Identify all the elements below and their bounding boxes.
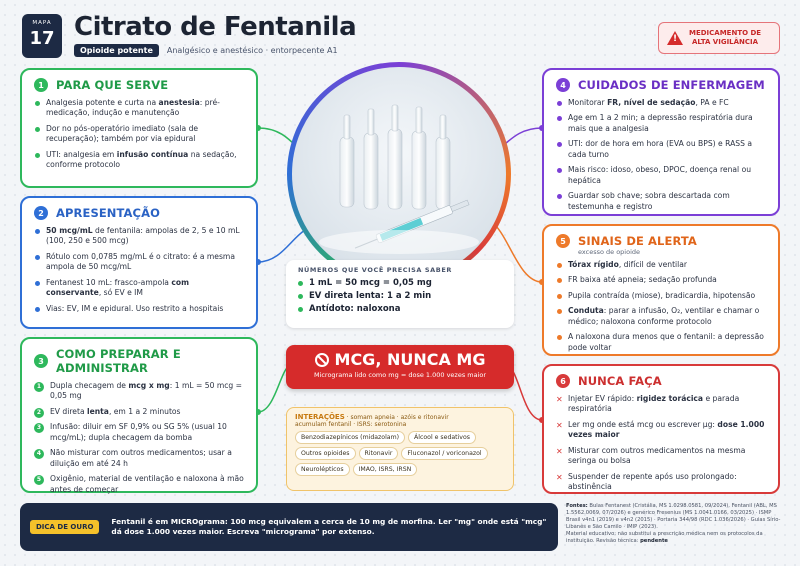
interaction-chip: Fluconazol / voriconazol [401,447,487,460]
map-label: MAPA [32,20,52,26]
section-title: CUIDADOS DE ENFERMAGEM [578,78,765,92]
interaction-chip: IMAO, ISRS, IRSN [353,463,418,476]
list-item: UTI: analgesia em infusão contínua na sedação, conforme protocolo [34,150,246,171]
high-alert-badge [658,22,780,54]
prohibited-icon [315,353,329,367]
never-list [556,394,768,493]
x-icon: ✕ [556,420,563,430]
list-item: Fentanest 10 mL: frasco-ampola com conservante, só EV e IM [34,278,246,299]
x-icon: ✕ [556,472,563,482]
subtitle-row [74,44,338,57]
interaction-chip: Álcool e sedativos [408,431,476,444]
key-numbers-box [286,260,514,328]
interaction-chips [295,431,505,476]
golden-tip-label: DICA DE OURO [30,520,99,534]
list-item: Monitorar FR, nível de sedação, PA e FC [556,98,768,108]
card-para-que-serve [20,68,258,188]
section-number: 2 [34,206,48,220]
list-item: 5 Oxigênio, material de ventilação e naloxona à mão antes de começar [34,474,246,495]
list-item: Guardar sob chave; sobra descartada com testemunha e registro [556,191,768,212]
list-item: ✕ Ler mg onde está mcg ou escrever µg: dose 1.000 vezes maior [556,419,765,440]
sources-label: Fontes: [566,503,588,509]
bullet-dot [35,307,40,312]
bullet-dot [35,101,40,106]
card-sinais-alerta [542,224,780,356]
warning-icon: ! [667,31,683,45]
mcg-warning-banner [286,345,514,389]
step-number: 4 [34,449,44,459]
bullet-dot [35,229,40,234]
list-item: Tórax rígido, difícil de ventilar [556,260,768,270]
bullet-dot [35,255,40,260]
map-badge [22,14,62,58]
interaction-chip: Ritonavir [359,447,399,460]
ampoules-illustration [292,67,506,281]
bullet-dot [35,153,40,158]
list-item: ✕ Injetar EV rápido: rigidez torácica e parada respiratória [556,394,740,414]
section-title: APRESENTAÇÃO [56,206,160,220]
section-number: 3 [34,354,48,368]
section-number: 6 [556,374,570,388]
list-item: Analgesia potente e curta na anestesia: pré-medicação, indução e manutenção [34,98,246,119]
list-item: Vias: EV, IM e epidural. Uso restrito a hospitais [34,304,246,314]
step-number: 3 [34,423,44,433]
key-numbers-heading: NÚMEROS QUE VOCÊ PRECISA SABER [298,266,453,274]
interactions-note: acumulam fentanil · ISRS: serotonina [295,421,407,428]
item-list [556,260,768,353]
item-list [556,98,768,212]
bullet-dot [35,281,40,286]
card-nunca-faca [542,364,780,494]
disclaimer-text: Material educativo: não substitui a prescrição médica nem os protocolos da instituição. Revisão técnica: [566,531,763,545]
list-item: Age em 1 a 2 min; a depressão respiratória dura mais que a analgesia [556,113,768,134]
review-status: pendente [640,538,668,545]
bullet-dot [557,335,562,340]
key-number-row: EV direta lenta: 1 a 2 min [298,291,502,301]
list-item: A naloxona dura menos que o fentanil: a depressão pode voltar [556,332,768,353]
interaction-chip: Neurolépticos [295,463,350,476]
ampoule-photo [292,67,506,281]
card-como-preparar [20,337,258,493]
list-item: ✕ Misturar com outros medicamentos na mesma seringa ou bolsa [556,445,746,466]
bullet-dot [557,263,562,268]
bullet-dot [557,168,562,173]
section-title: SINAIS DE ALERTA [578,234,697,248]
section-number: 4 [556,78,570,92]
bullet-dot [557,309,562,314]
mcg-warning-title: MCG, NUNCA MG [334,350,486,369]
step-number: 2 [34,408,44,418]
list-item: Conduta: parar a infusão, O₂, ventilar e chamar o médico; naloxona conforme protocolo [556,306,768,327]
section-subtitle: excesso de opioide [578,248,641,256]
interaction-chip: Benzodiazepínicos (midazolam) [295,431,405,444]
bullet-dot [557,294,562,299]
section-title: PARA QUE SERVE [56,78,169,92]
list-item: 50 mcg/mL de fentanila: ampolas de 2, 5 e 10 mL (100, 250 e 500 mcg) [34,226,246,247]
bullet-dot [557,142,562,147]
list-item: 2 EV direta lenta, em 1 a 2 minutos [34,407,246,417]
bullet-dot [557,194,562,199]
x-icon: ✕ [556,446,563,456]
item-list [34,98,246,171]
bullet-dot [557,116,562,121]
step-list [34,381,246,495]
sources [566,503,784,545]
interaction-chip: Outros opioides [295,447,356,460]
list-item: ✕ Suspender de repente após uso prolongado: abstinência [556,471,737,492]
sources-text: Bulas Fentanest (Cristália, MS 1.0298.0581, 09/2024), Fentanil (ABL, MS 1.5562.0069, 07/2026) e genérico Fresenius (MS 1.0041.0166, 03/2025) · ISMP Brasil v4n1 (2019) e v4n2 (2015) · Portaria 344/98 (RDC 1.036/2026) · Guias Sírio-Libanês e São Camilo · IMIP (2023). [566,503,781,531]
key-number-row: Antídoto: naloxona [298,304,502,314]
map-number: 17 [29,28,55,49]
mcg-warning-text: Micrograma lido como mg = dose 1.000 vezes maior [313,371,487,379]
page-subtitle: Analgésico e anestésico · entorpecente A1 [166,46,338,55]
list-item: Pupila contraída (miose), bradicardia, hipotensão [556,291,768,301]
item-list [34,226,246,314]
bullet-dot [557,101,562,106]
card-cuidados-enfermagem [542,68,780,216]
section-title: COMO PREPARAR E ADMINISTRAR [56,347,181,375]
golden-tip-text: Fentanil é em MICROgrama: 100 mcg equivalem a cerca de 10 mg de morfina. Ler "mg" onde está "mcg" dá dose 1.000 vezes maior. Escreva "micrograma" por extenso. [111,516,547,536]
x-icon: ✕ [556,395,563,404]
list-item: Dor no pós-operatório imediato (sala de recuperação); também por via epidural [34,124,246,145]
high-alert-text: MEDICAMENTO DE ALTA VIGILÂNCIA [689,29,762,46]
list-item: 1 Dupla checagem de mcg x mg: 1 mL = 50 mcg = 0,05 mg [34,381,246,402]
section-number: 5 [556,234,570,248]
list-item: Rótulo com 0,0785 mg/mL é o citrato: é a mesma ampola de 50 mcg/mL [34,252,246,273]
interactions-heading: INTERAÇÕES · somam apneia · azóis e ritonavir [295,413,449,421]
ampoule-photo-frame [287,62,511,286]
list-item: 4 Não misturar com outros medicamentos; usar a diluição em até 24 h [34,448,246,469]
bullet-dot [35,127,40,132]
step-number: 5 [34,475,44,485]
list-item: FR baixa até apneia; sedação profunda [556,275,768,285]
section-title: NUNCA FAÇA [578,374,662,388]
step-number: 1 [34,382,44,392]
list-item: UTI: dor de hora em hora (EVA ou BPS) e RASS a cada turno [556,139,768,160]
card-apresentacao [20,196,258,329]
key-number-row: 1 mL = 50 mcg = 0,05 mg [298,278,502,288]
interactions-box [286,407,514,491]
category-tag: Opioide potente [74,44,159,57]
page-title: Citrato de Fentanila [74,12,357,42]
list-item: 3 Infusão: diluir em SF 0,9% ou SG 5% (usual 10 mcg/mL); dupla checagem da bomba [34,422,246,443]
bullet-dot [557,278,562,283]
list-item: Mais risco: idoso, obeso, DPOC, doença renal ou hepática [556,165,768,186]
section-number: 1 [34,78,48,92]
golden-tip-bar [20,503,558,551]
